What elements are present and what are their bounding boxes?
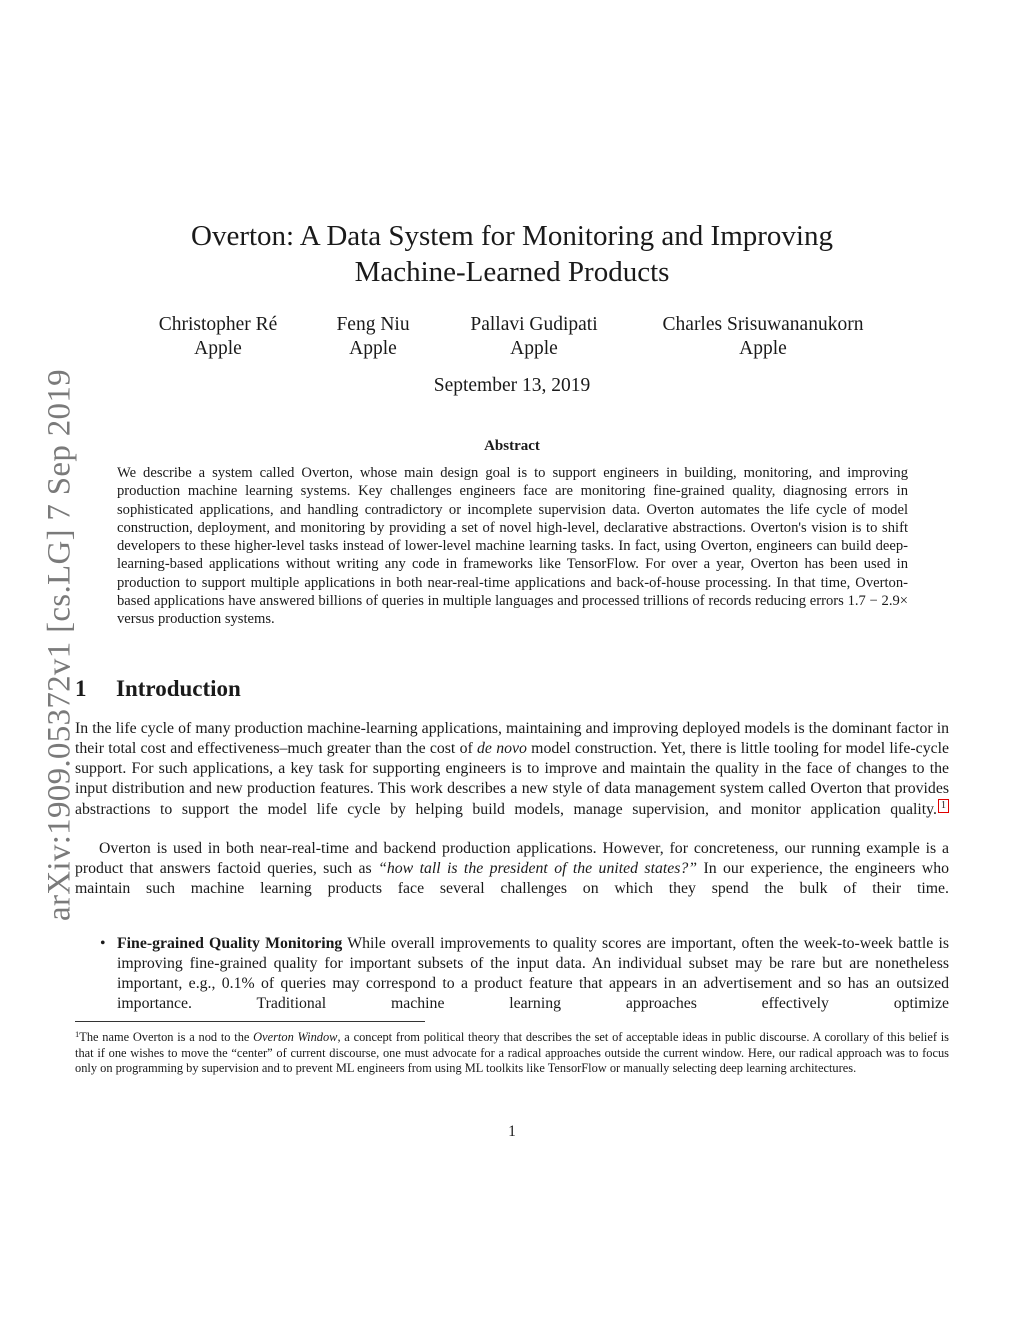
bullet-marker: •: [100, 935, 106, 952]
intro-paragraph-1: [75, 719, 949, 840]
italic-phrase: de novo: [477, 740, 527, 757]
arxiv-identifier: arXiv:1909.05372v1 [cs.LG] 7 Sep 2019: [41, 369, 78, 921]
paper-title: [0, 218, 1024, 290]
title-line-1: Overton: A Data System for Monitoring and Improving: [191, 220, 833, 252]
footnote-divider: [75, 1021, 425, 1022]
abstract-heading: Abstract: [484, 438, 540, 454]
abstract-text: We describe a system called Overton, whose main design goal is to support engineers in building, monitoring, and improving production machine learning systems. Key challenges engineers face are monitoring fine-grained quality, diagnosing errors in sophisticated applications, and handling contradictory or incomplete supervision data. Overton automates the life cycle of model construction, deployment, and monitoring by providing a set of novel high-level, declarative abstractions. Overton's vision is to shift developers to these higher-level tasks instead of lower-level machine learning tasks. In fact, using Overton, engineers can build deep-learning-based applications without writing any code in frameworks like TensorFlow. For over a year, Overton has been used in production to support multiple applications in both near-real-time applications and back-of-house processing. In that time, Overton-based applications have answered billions of queries in multiple languages and processed trillions of records reducing errors 1.7 − 2.9× versus production systems.: [117, 465, 908, 628]
author-name: Feng Niu: [336, 314, 410, 335]
footnote-text: The name Overton is a nod to the: [79, 1030, 254, 1044]
paragraph-text: model construction. Yet, there is little tooling for model life-cycle support. For such applications, a key task for supporting engineers is to improve and maintain the quality in the face of changes to the input distribution and new production features. This work describes a new style of data management system called Overton that provides abstractions to support the model life cycle by helping build models, manage supervision, and monitor application quality.: [75, 740, 950, 818]
paragraph-text: Overton is used in both near-real-time and backend production applications. However, for concreteness, our running example is a product that answers factoid queries, such as: [75, 840, 949, 877]
list-item: [100, 934, 949, 1034]
footnote-text: , a concept from political theory that describes the set of acceptable ideas in public discourse. A corollary of this belief is that if one wishes to move the “center” of current discourse, one must advocate for a radical approaches outside the current window. Here, our radical approach was to focus only on programming by supervision and to prevent ML engineers from using ML toolkits like TensorFlow or manually selecting deep learning architectures.: [75, 1030, 949, 1075]
footnote-italic: Overton Window: [253, 1030, 338, 1044]
paragraph-text: In our experience, the engineers who maintain such machine learning products face several challenges on which they spend the bulk of their time.: [75, 860, 949, 897]
author-1: [159, 313, 278, 361]
author-affiliation: Apple: [349, 338, 397, 359]
title-line-2: Machine-Learned Products: [354, 256, 670, 288]
footnote-reference-link[interactable]: 1: [938, 799, 949, 813]
footnote-mark: 1: [75, 1029, 80, 1039]
author-4: [663, 313, 864, 361]
publication-date: September 13, 2019: [433, 375, 591, 396]
paragraph-text: In the life cycle of many production machine-learning applications, maintaining and improving deployed models is the dominant factor in their total cost and effectiveness–much greater than the cost of: [75, 720, 949, 757]
page-number: 1: [508, 1123, 516, 1140]
author-affiliation: Apple: [739, 338, 787, 359]
author-name: Christopher Ré: [158, 314, 278, 335]
bullet-text: While overall improvements to quality scores are important, often the week-to-week battle is improving fine-grained quality for important subsets of the input data. An individual subset may be rare but are nonetheless important, e.g., 0.1% of queries may correspond to a product feature that appears in an advertisement and so has an outsized importance. Traditional machine learning approaches effectively optimize: [117, 935, 949, 1012]
author-affiliation: Apple: [194, 338, 242, 359]
author-name: Charles Srisuwananukorn: [662, 314, 864, 335]
challenge-list: [100, 934, 949, 1034]
author-name: Pallavi Gudipati: [470, 314, 598, 335]
section-number: 1: [75, 676, 87, 701]
bullet-title: Fine-grained Quality Monitoring: [117, 935, 343, 952]
section-heading: [75, 676, 241, 702]
italic-example-query: “how tall is the president of the united states?”: [378, 860, 698, 877]
section-title: Introduction: [116, 676, 241, 701]
author-affiliation: Apple: [510, 338, 558, 359]
author-3: [470, 313, 597, 361]
intro-paragraph-2: [75, 839, 949, 919]
author-2: [336, 313, 409, 361]
footnote: [75, 1027, 949, 1077]
